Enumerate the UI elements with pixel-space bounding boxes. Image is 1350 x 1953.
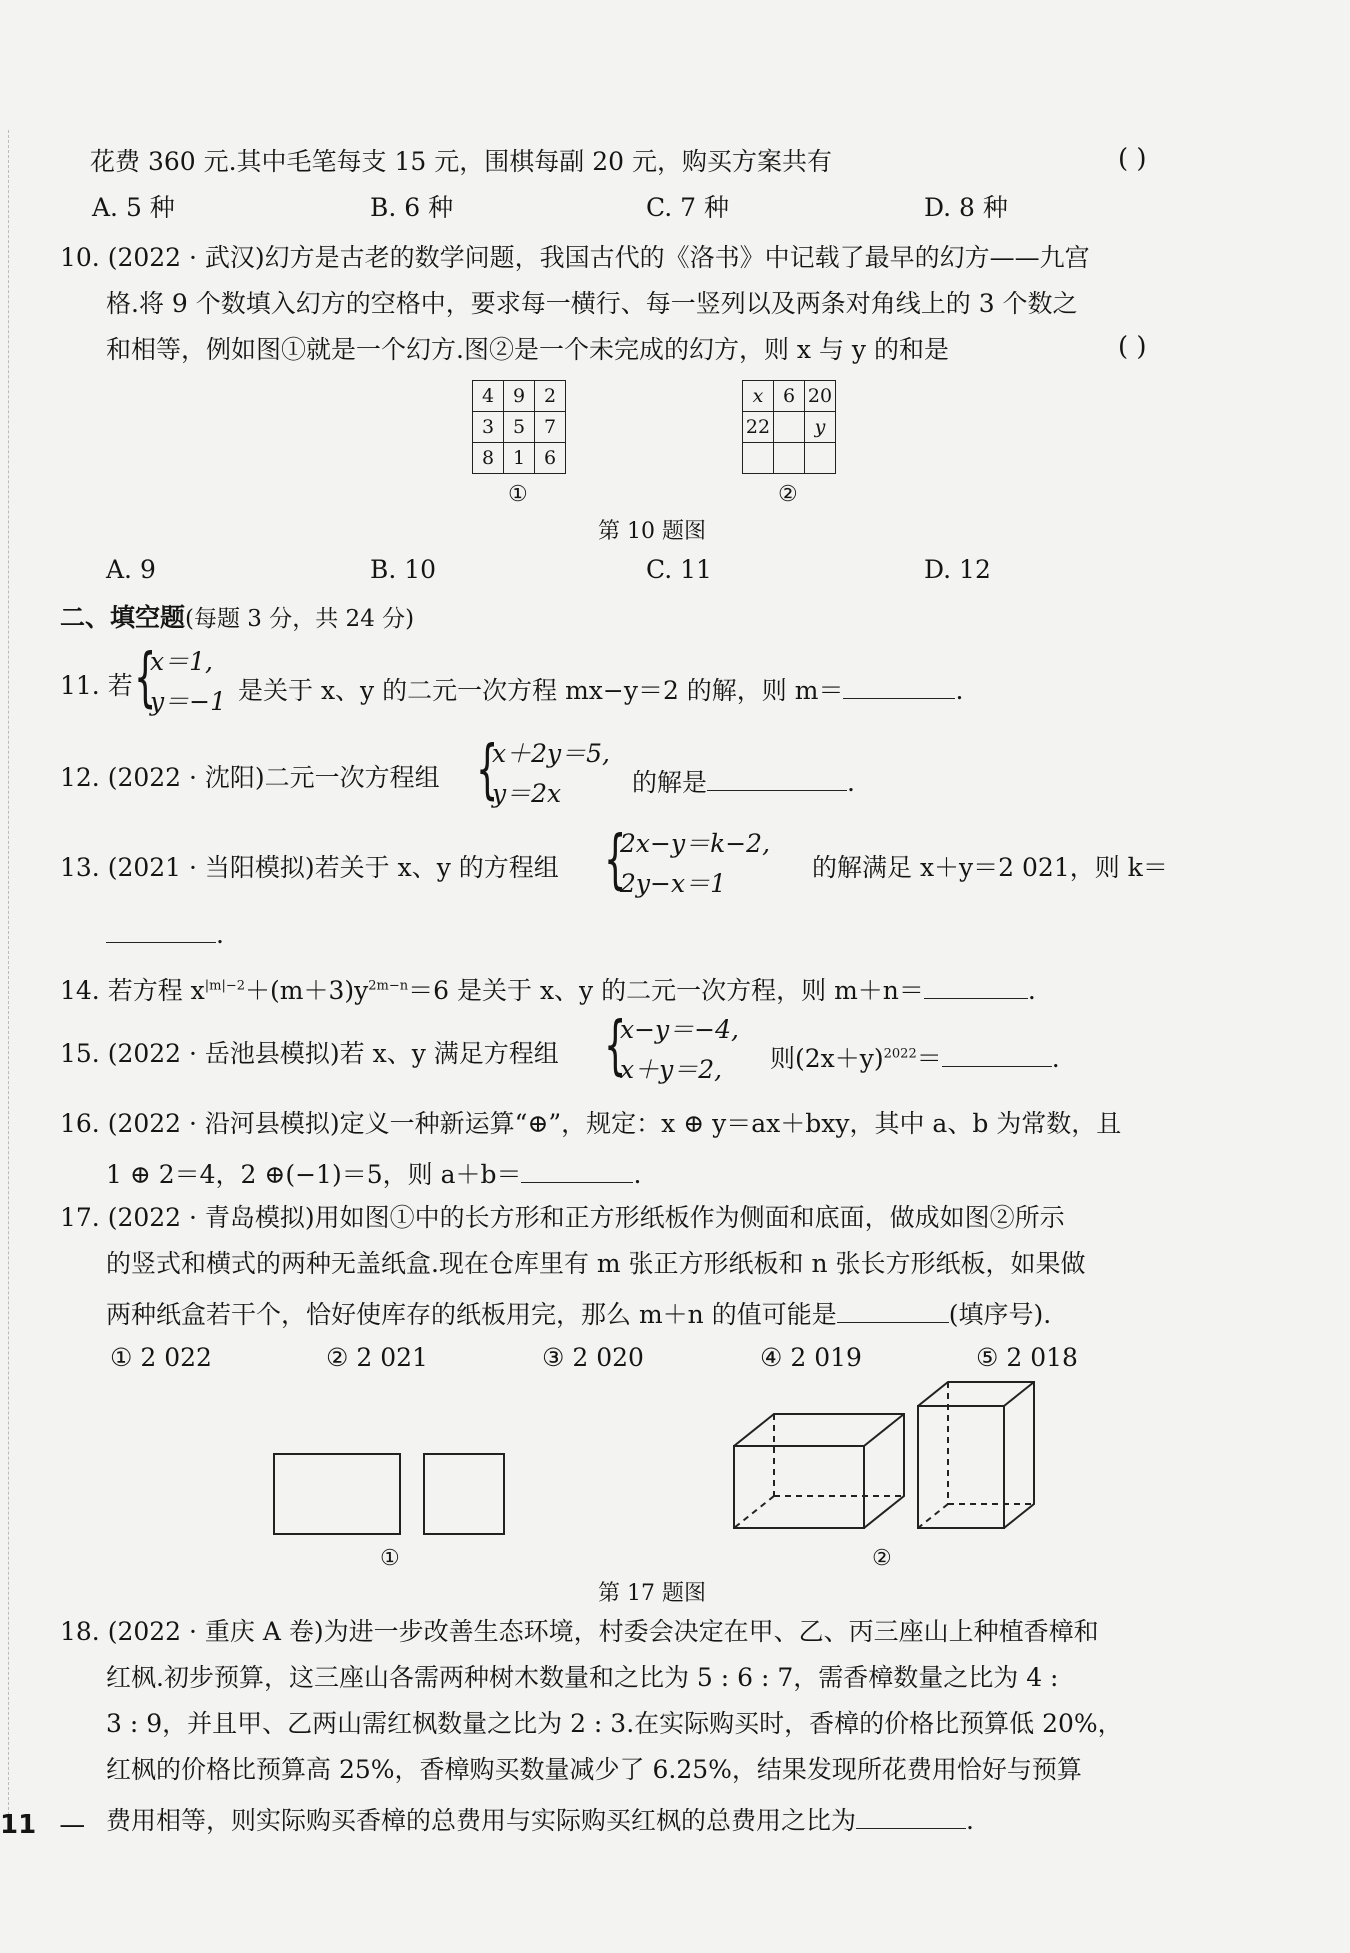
q11-eq2: y＝−1 bbox=[150, 687, 226, 716]
q18-line3: 3 : 9，并且甲、乙两山需红枫数量之比为 2 : 3.在实际购买时，香樟的价格比预算低 20%， bbox=[106, 1709, 1123, 1738]
q9-option-c: C. 7 种 bbox=[646, 193, 729, 222]
q17-choice-4: ④ 2 019 bbox=[760, 1343, 862, 1372]
q11-eq1: x＝1, bbox=[150, 647, 213, 676]
q10-option-d: D. 12 bbox=[924, 555, 991, 584]
cell: 6 bbox=[535, 443, 566, 474]
margin-rule bbox=[8, 130, 9, 1830]
q17-answer-blank[interactable] bbox=[837, 1292, 949, 1323]
magic-square-1 bbox=[472, 380, 566, 474]
magic-square-1-label: ① bbox=[508, 482, 528, 507]
cell: 7 bbox=[535, 412, 566, 443]
q10-figure-caption: 第 10 题图 bbox=[598, 519, 706, 544]
section-title: 二、填空题 bbox=[60, 603, 186, 632]
q15-statement bbox=[770, 1036, 1060, 1077]
q14-mid: ＋(m＋3)y bbox=[245, 976, 369, 1005]
q17-choice-1: ① 2 022 bbox=[110, 1343, 212, 1372]
q14-exp1: |m|−2 bbox=[204, 978, 246, 994]
q17-figure-1 bbox=[270, 1450, 510, 1540]
q17-choice-5: ⑤ 2 018 bbox=[976, 1343, 1078, 1372]
q17-line3 bbox=[106, 1292, 1051, 1333]
q12-end: . bbox=[847, 768, 855, 797]
q12-statement bbox=[632, 760, 855, 801]
cell: 5 bbox=[504, 412, 535, 443]
q17-line1: 17. (2022 · 青岛模拟)用如图①中的长方形和正方形纸板作为侧面和底面，做成如图②所示 bbox=[60, 1203, 1065, 1232]
q17-line2: 的竖式和横式的两种无盖纸盒.现在仓库里有 m 张正方形纸板和 n 张长方形纸板，如果做 bbox=[106, 1249, 1086, 1278]
cell: 9 bbox=[504, 381, 535, 412]
page-number-dash: — bbox=[59, 1810, 86, 1840]
q13-suffix: 的解满足 x＋y＝2 021，则 k＝ bbox=[812, 853, 1168, 882]
q17-choice-3: ③ 2 020 bbox=[542, 1343, 644, 1372]
q11-statement bbox=[238, 668, 963, 709]
q16-line1: 16. (2022 · 沿河县模拟)定义一种新运算“⊕”，规定：x ⊕ y＝ax＋bxy，其中 a、b 为常数，且 bbox=[60, 1109, 1122, 1138]
q9-line: 花费 360 元.其中毛笔每支 15 元，围棋每副 20 元，购买方案共有 bbox=[90, 147, 832, 176]
q17-line3-end: (填序号). bbox=[948, 1300, 1052, 1329]
q17-figure-1-label: ① bbox=[380, 1546, 400, 1571]
q13-answer-line bbox=[106, 912, 224, 953]
q15-eq2: x＋y＝2, bbox=[620, 1055, 723, 1084]
q11-suffix: 是关于 x、y 的二元一次方程 mx−y＝2 的解，则 m＝ bbox=[238, 676, 844, 705]
q15-suffix: 则(2x＋y) bbox=[770, 1044, 884, 1073]
q15-brace: { bbox=[604, 1009, 627, 1083]
q18-line5 bbox=[106, 1798, 974, 1839]
q13-end: . bbox=[216, 920, 224, 949]
q12-brace: { bbox=[476, 733, 499, 807]
q18-line4: 红枫的价格比预算高 25%，香樟购买数量减少了 6.25%，结果发现所花费用恰好与预算 bbox=[106, 1755, 1082, 1784]
square-board bbox=[424, 1454, 504, 1534]
q16-answer-blank[interactable] bbox=[521, 1152, 633, 1183]
cell: 2 bbox=[535, 381, 566, 412]
q18-end: . bbox=[966, 1806, 974, 1835]
q12-suffix: 的解是 bbox=[632, 768, 708, 797]
cell bbox=[774, 412, 805, 443]
q9-option-b: B. 6 种 bbox=[370, 193, 454, 222]
magic-square-2 bbox=[742, 380, 836, 474]
q9-answer-paren: ( ) bbox=[1118, 144, 1147, 174]
q9-option-a: A. 5 种 bbox=[92, 193, 175, 222]
cell: 22 bbox=[743, 412, 774, 443]
q16-end: . bbox=[633, 1160, 642, 1189]
cell: x bbox=[743, 381, 774, 412]
q13-system bbox=[620, 824, 770, 904]
cell bbox=[805, 443, 836, 474]
cell: y bbox=[805, 412, 836, 443]
q15-suffix2: ＝ bbox=[916, 1044, 942, 1073]
q17-figure-2 bbox=[728, 1376, 1048, 1548]
horizontal-box bbox=[734, 1414, 904, 1528]
cell: 20 bbox=[805, 381, 836, 412]
q12-system bbox=[492, 734, 610, 814]
q10-line2: 格.将 9 个数填入幻方的空格中，要求每一横行、每一竖列以及两条对角线上的 3 个数之 bbox=[106, 289, 1078, 318]
q13-prefix: 13. (2021 · 当阳模拟)若关于 x、y 的方程组 bbox=[60, 853, 559, 882]
q12-prefix: 12. (2022 · 沈阳)二元一次方程组 bbox=[60, 763, 440, 792]
q15-exp: 2022 bbox=[883, 1046, 917, 1062]
page-number bbox=[0, 1810, 85, 1840]
rectangle-board bbox=[274, 1454, 400, 1534]
q10-line3: 和相等，例如图①就是一个幻方.图②是一个未完成的幻方，则 x 与 y 的和是 bbox=[106, 335, 949, 364]
q15-answer-blank[interactable] bbox=[942, 1036, 1052, 1067]
q15-end: . bbox=[1051, 1044, 1060, 1073]
q18-line5-text: 费用相等，则实际购买香樟的总费用与实际购买红枫的总费用之比为 bbox=[106, 1806, 857, 1835]
q14-end: . bbox=[1027, 976, 1036, 1005]
section-heading bbox=[60, 600, 414, 637]
q14-statement bbox=[60, 968, 1036, 1009]
q17-figure-caption: 第 17 题图 bbox=[598, 1581, 706, 1606]
q10-line1: 10. (2022 · 武汉)幻方是古老的数学问题，我国古代的《洛书》中记载了最早的幻方——九宫 bbox=[60, 243, 1090, 272]
vertical-box bbox=[918, 1382, 1034, 1528]
q10-answer-paren: ( ) bbox=[1118, 332, 1147, 362]
q12-answer-blank[interactable] bbox=[707, 760, 847, 791]
q14-text: 14. 若方程 x bbox=[60, 976, 205, 1005]
q15-eq1: x−y＝−4, bbox=[620, 1015, 739, 1044]
q13-answer-blank[interactable] bbox=[106, 912, 216, 943]
cell: 3 bbox=[473, 412, 504, 443]
q15-system bbox=[620, 1010, 739, 1090]
q15-prefix: 15. (2022 · 岳池县模拟)若 x、y 满足方程组 bbox=[60, 1039, 559, 1068]
cell bbox=[743, 443, 774, 474]
q9-option-d: D. 8 种 bbox=[924, 193, 1008, 222]
cell: 1 bbox=[504, 443, 535, 474]
section-note: (每题 3 分，共 24 分) bbox=[185, 606, 415, 632]
q18-answer-blank[interactable] bbox=[856, 1798, 966, 1829]
q14-exp2: 2m−n bbox=[368, 978, 409, 994]
q11-brace: { bbox=[134, 641, 157, 715]
cell: 8 bbox=[473, 443, 504, 474]
q18-line1: 18. (2022 · 重庆 A 卷)为进一步改善生态环境，村委会决定在甲、乙、丙三座山上种植香樟和 bbox=[60, 1617, 1099, 1646]
q13-eq2: 2y−x＝1 bbox=[620, 869, 726, 898]
cell: 6 bbox=[774, 381, 805, 412]
q17-figure-2-label: ② bbox=[872, 1546, 892, 1571]
magic-square-2-label: ② bbox=[778, 482, 798, 507]
q10-option-a: A. 9 bbox=[106, 555, 156, 584]
q17-choice-2: ② 2 021 bbox=[326, 1343, 428, 1372]
q13-eq1: 2x−y＝k−2, bbox=[620, 829, 771, 858]
cell: 4 bbox=[473, 381, 504, 412]
q11-end: . bbox=[955, 676, 964, 705]
q16-line2 bbox=[106, 1152, 641, 1193]
q11-system bbox=[150, 642, 226, 722]
q11-answer-blank[interactable] bbox=[843, 668, 955, 699]
q16-text: 1 ⊕ 2＝4，2 ⊕(−1)＝5，则 a＋b＝ bbox=[106, 1160, 522, 1189]
q12-eq2: y＝2x bbox=[492, 779, 562, 808]
q11-prefix: 11. 若 bbox=[60, 671, 133, 700]
page-number-value: 11 bbox=[0, 1810, 37, 1840]
q12-eq1: x＋2y＝5, bbox=[492, 739, 610, 768]
q18-line2: 红枫.初步预算，这三座山各需两种树木数量和之比为 5 : 6 : 7，需香樟数量之比为 4 : bbox=[106, 1663, 1059, 1692]
q10-option-c: C. 11 bbox=[646, 555, 712, 584]
q17-line3-text: 两种纸盒若干个，恰好使库存的纸板用完，那么 m＋n 的值可能是 bbox=[106, 1300, 837, 1329]
q13-brace: { bbox=[604, 823, 627, 897]
q10-option-b: B. 10 bbox=[370, 555, 437, 584]
cell bbox=[774, 443, 805, 474]
q14-answer-blank[interactable] bbox=[924, 968, 1028, 999]
q14-suffix: ＝6 是关于 x、y 的二元一次方程，则 m＋n＝ bbox=[408, 976, 924, 1005]
